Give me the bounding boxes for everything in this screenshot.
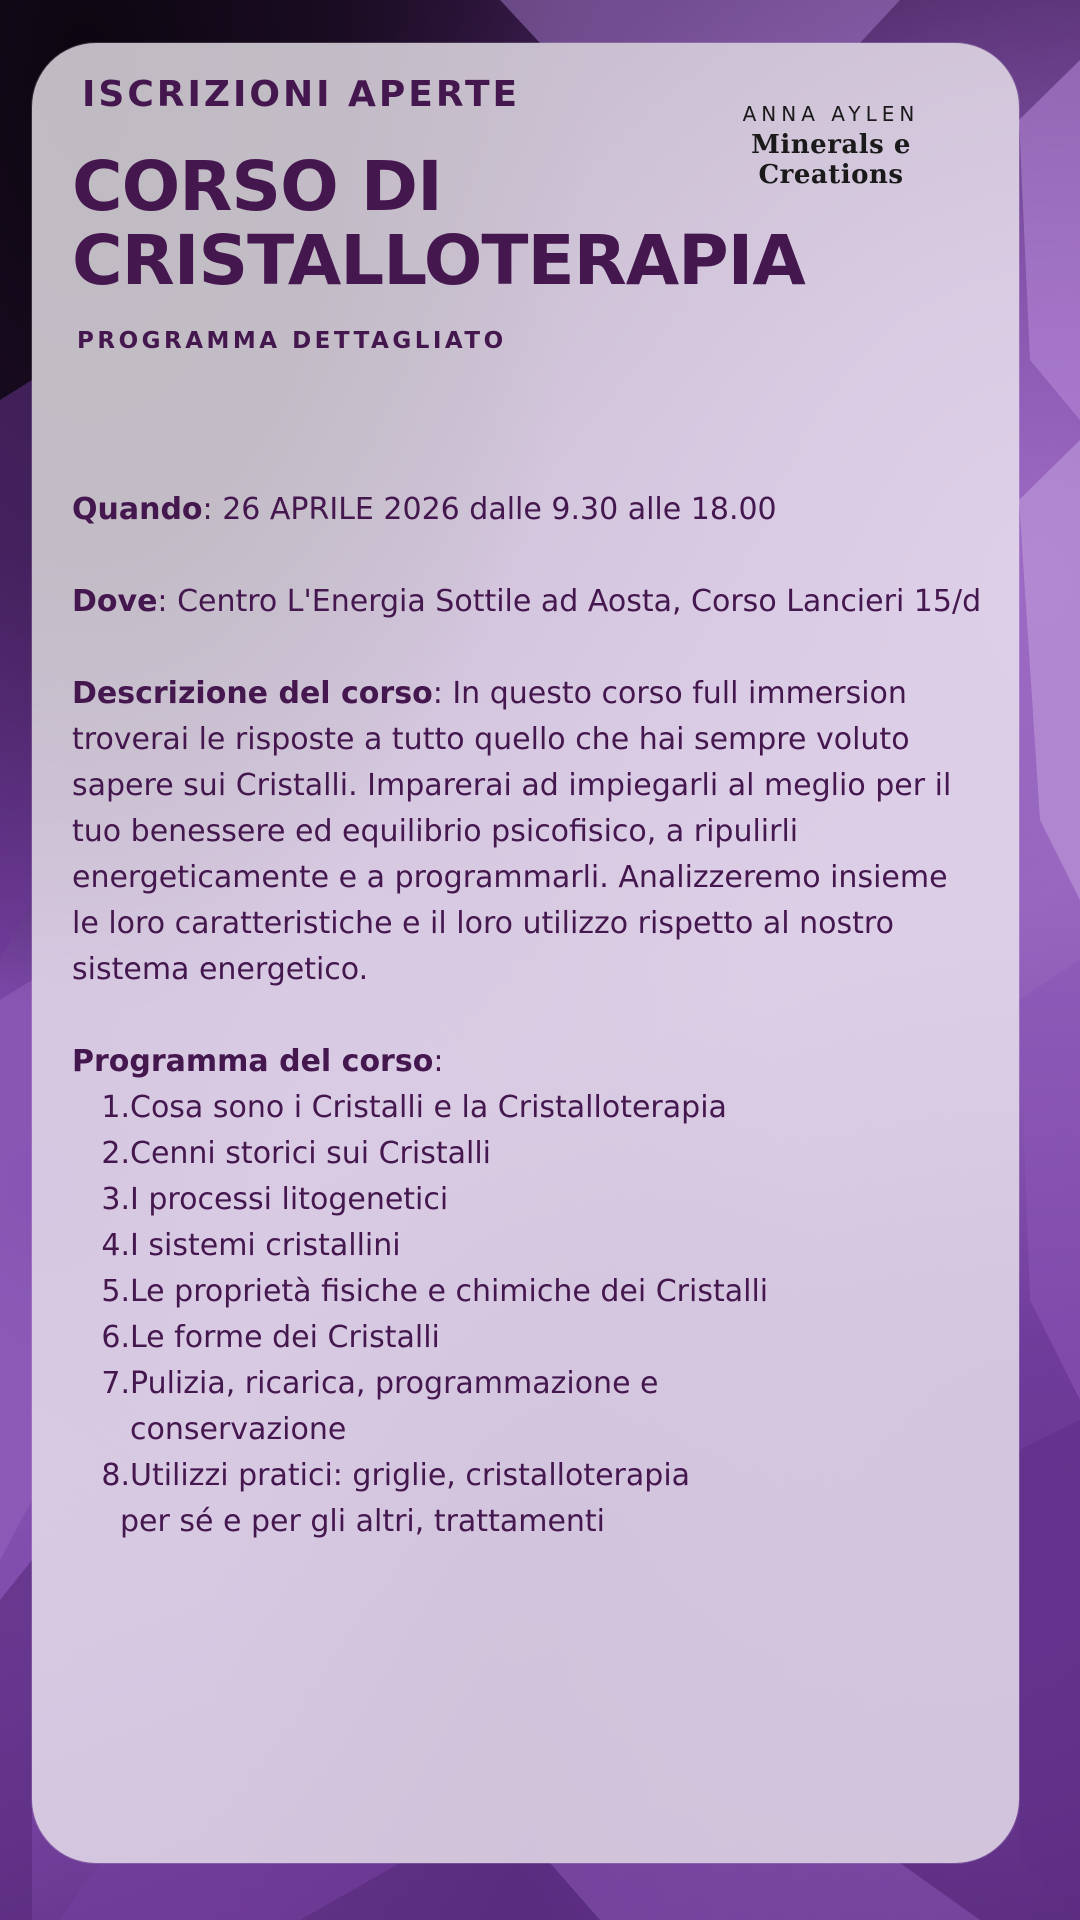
brand-name: ANNA AYLEN [742,102,920,126]
brand-subtitle: Minerals e Creations [751,130,911,190]
program-list [72,1085,982,1499]
course-details [72,487,982,1545]
description-label: Descrizione del corso [72,676,433,711]
title-line-2: CRISTALLOTERAPIA [72,221,805,301]
program-heading: Programma del corso: [72,1044,444,1079]
where-paragraph [72,579,982,625]
page-title [72,147,832,301]
when-paragraph [72,487,982,533]
list-item: 8. Utilizzi pratici: griglie, cristalloterapia [101,1458,691,1493]
page-subtitle: PROGRAMMA DETTAGLIATO [77,328,507,354]
where-value: : Centro L'Energia Sottile ad Aosta, Corso Lancieri 15/d [157,584,982,619]
description-value: : In questo corso full immersion troverai le risposte a tutto quello che hai sempre voluto sapere sui Cristalli. Imparerai ad impiegarli al meglio per il tuo benessere ed equilibrio psicofisico, a ripulirli energeticamente e a programmarli. Analizzeremo insieme le loro caratteristiche e il loro utilizzo rispetto al nostro sistema energetico. [72,676,952,987]
title-line-1: CORSO DI [72,147,442,227]
registration-open-tag: ISCRIZIONI APERTE [82,74,521,115]
program-label: Programma del corso [72,1044,434,1079]
description-paragraph [72,671,982,993]
where-label: Dove [72,584,158,619]
list-item: 7. Pulizia, ricarica, programmazione e conservazione [101,1366,659,1447]
list-item: 2. Cenni storici sui Cristalli [101,1136,491,1171]
list-item: 4. I sistemi cristallini [101,1228,401,1263]
list-item: 5. Le proprietà fisiche e chimiche dei Cristalli [101,1274,769,1309]
list-item: 3. I processi litogenetici [101,1182,449,1217]
when-label: Quando [72,492,203,527]
list-item: 6. Le forme dei Cristalli [101,1320,440,1355]
list-item: 1. Cosa sono i Cristalli e la Cristalloterapia [101,1090,727,1125]
when-value: : 26 APRILE 2026 dalle 9.30 alle 18.00 [202,492,777,527]
list-item-continuation: per sé e per gli altri, trattamenti [120,1504,606,1539]
